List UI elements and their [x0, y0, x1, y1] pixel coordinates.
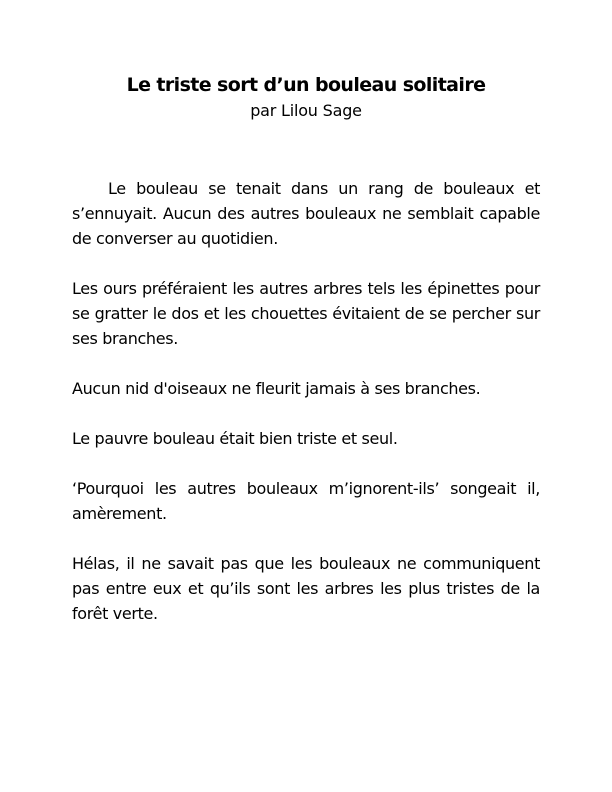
document-body — [72, 176, 540, 651]
document-author: par Lilou Sage — [250, 101, 362, 120]
paragraph-6: Hélas, il ne savait pas que les bouleaux ne communiquent pas entre eux et qu’ils sont les arbres les plus tristes de la forêt verte. — [72, 554, 540, 623]
paragraph-4: Le pauvre bouleau était bien triste et seul. — [72, 429, 398, 448]
paragraph-1: Le bouleau se tenait dans un rang de bouleaux et s’ennuyait. Aucun des autres bouleaux ne semblait capable de converser au quotidien. — [72, 179, 540, 248]
paragraph-5: ‘Pourquoi les autres bouleaux m’ignorent-ils’ songeait il, amèrement. — [72, 479, 540, 523]
paragraph-3: Aucun nid d'oiseaux ne fleurit jamais à ses branches. — [72, 379, 481, 398]
document-title: Le triste sort d’un bouleau solitaire — [126, 74, 486, 96]
paragraph-2: Les ours préféraient les autres arbres tels les épinettes pour se gratter le dos et les chouettes évitaient de se percher sur ses branches. — [72, 279, 540, 348]
